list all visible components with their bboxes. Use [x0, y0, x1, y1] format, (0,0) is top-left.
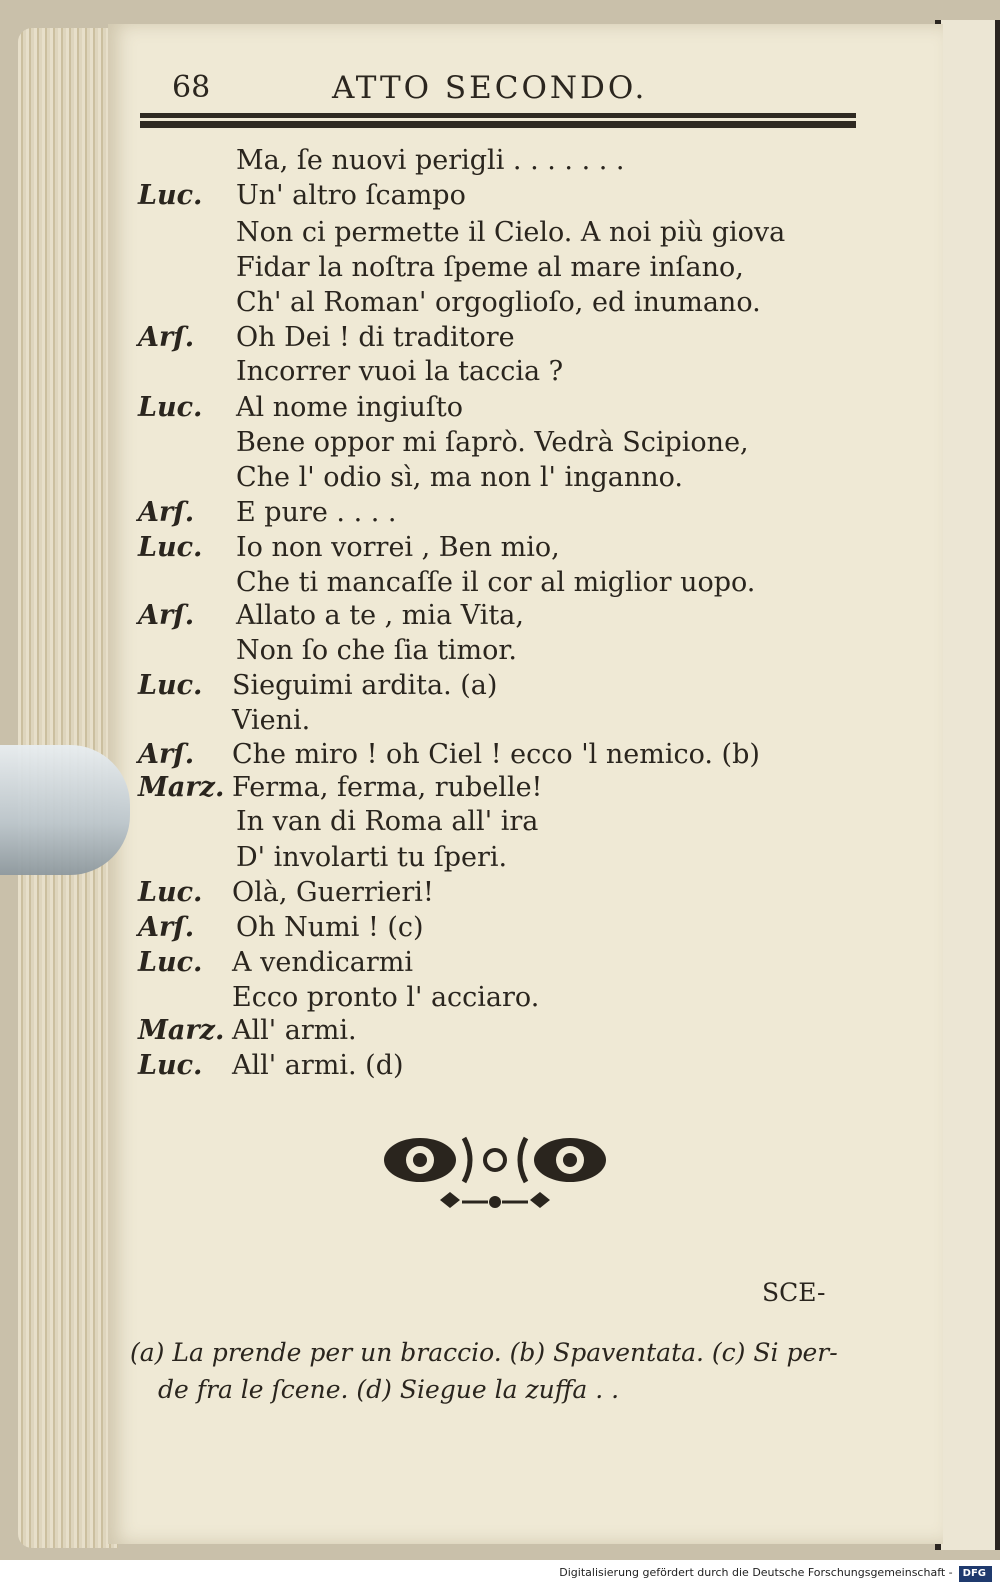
dialogue-line: [0, 567, 1000, 603]
dfg-logo: DFG: [959, 1566, 992, 1582]
verse-text: Bene oppor mi ſaprò. Vedrà Scipione,: [236, 427, 749, 458]
speaker-name: Arſ.: [138, 322, 195, 353]
footnote-line: de fra le ſcene. (d) Siegue la zuffa . .: [158, 1375, 620, 1404]
verse-text: Vieni.: [232, 705, 311, 736]
dialogue-line: [0, 462, 1000, 498]
dialogue-line: [0, 322, 1000, 358]
dialogue-line: [0, 600, 1000, 636]
verse-text: All' armi. (d): [232, 1050, 404, 1081]
verse-text: Oh Dei ! di traditore: [236, 322, 515, 353]
speaker-name: Luc.: [138, 1050, 203, 1081]
verse-text: Ma, ſe nuovi perigli . . . . . . .: [236, 145, 625, 176]
speaker-name: Luc.: [138, 392, 203, 423]
speaker-name: Arſ.: [138, 600, 195, 631]
verse-text: Fidar la noſtra ſpeme al mare inſano,: [236, 252, 744, 283]
verse-text: Non ci permette il Cielo. A noi più giova: [236, 217, 786, 248]
verse-text: A vendicarmi: [232, 947, 413, 978]
page-title: ATTO SECONDO.: [332, 70, 648, 106]
dialogue-line: [0, 145, 1000, 181]
dialogue-line: [0, 739, 1000, 775]
digitization-credit: [0, 1560, 1000, 1585]
dialogue-line: [0, 287, 1000, 323]
dialogue-line: [0, 532, 1000, 568]
verse-text: Al nome ingiuſto: [236, 392, 463, 423]
header-rule: [140, 121, 856, 128]
verse-text: Ecco pronto l' acciaro.: [232, 982, 540, 1013]
verse-text: In van di Roma all' ira: [236, 806, 539, 837]
dialogue-line: [0, 806, 1000, 842]
dialogue-line: [0, 772, 1000, 808]
footnote-line: (a) La prende per un braccio. (b) Spaventata. (c) Si per-: [130, 1338, 838, 1367]
dialogue-line: [0, 842, 1000, 878]
catchword: SCE-: [762, 1278, 826, 1307]
speaker-name: Luc.: [138, 670, 203, 701]
page-number: 68: [172, 70, 211, 105]
speaker-name: Arſ.: [138, 497, 195, 528]
verse-text: All' armi.: [232, 1015, 357, 1046]
verse-text: Incorrer vuoi la taccia ?: [236, 356, 564, 387]
dialogue-line: [0, 1050, 1000, 1086]
dialogue-line: [0, 252, 1000, 288]
verse-text: Ch' al Roman' orgoglioſo, ed inumano.: [236, 287, 761, 318]
verse-text: Che ti mancaſſe il cor al miglior uopo.: [236, 567, 756, 598]
dialogue-line: [0, 705, 1000, 741]
speaker-name: Arſ.: [138, 912, 195, 943]
speaker-name: Arſ.: [138, 739, 195, 770]
dialogue-line: [0, 356, 1000, 392]
dialogue-line: [0, 497, 1000, 533]
speaker-name: Luc.: [138, 180, 203, 211]
dialogue-line: [0, 392, 1000, 428]
speaker-name: Marz.: [138, 772, 225, 803]
verse-text: Olà, Guerrieri!: [232, 877, 434, 908]
dialogue-line: [0, 912, 1000, 948]
verse-text: Non ſo che ſia timor.: [236, 635, 517, 666]
speaker-name: Luc.: [138, 877, 203, 908]
verse-text: Che l' odio sì, ma non l' inganno.: [236, 462, 684, 493]
dialogue-line: [0, 1015, 1000, 1051]
speaker-name: Marz.: [138, 1015, 225, 1046]
verse-text: E pure . . . .: [236, 497, 397, 528]
dialogue-line: [0, 947, 1000, 983]
dialogue-line: [0, 635, 1000, 671]
speaker-name: Luc.: [138, 947, 203, 978]
dialogue-line: [0, 877, 1000, 913]
dialogue-line: [0, 217, 1000, 253]
header-rule: [140, 113, 856, 118]
credit-text: Digitalisierung gefördert durch die Deutsche Forschungsgemeinschaft -: [559, 1566, 953, 1579]
verse-text: D' involarti tu ſperi.: [236, 842, 508, 873]
printer-ornament: [380, 1128, 610, 1223]
dialogue-line: [0, 180, 1000, 216]
speaker-name: Luc.: [138, 532, 203, 563]
verse-text: Che miro ! oh Ciel ! ecco 'l nemico. (b): [232, 739, 760, 770]
verse-text: Oh Numi ! (c): [236, 912, 424, 943]
dialogue-line: [0, 427, 1000, 463]
dialogue-line: [0, 982, 1000, 1018]
dialogue-line: [0, 670, 1000, 706]
verse-text: Ferma, ferma, rubelle!: [232, 772, 543, 803]
verse-text: Un' altro ſcampo: [236, 180, 466, 211]
verse-text: Io non vorrei , Ben mio,: [236, 532, 560, 563]
verse-text: Allato a te , mia Vita,: [236, 600, 524, 631]
verse-text: Sieguimi ardita. (a): [232, 670, 498, 701]
